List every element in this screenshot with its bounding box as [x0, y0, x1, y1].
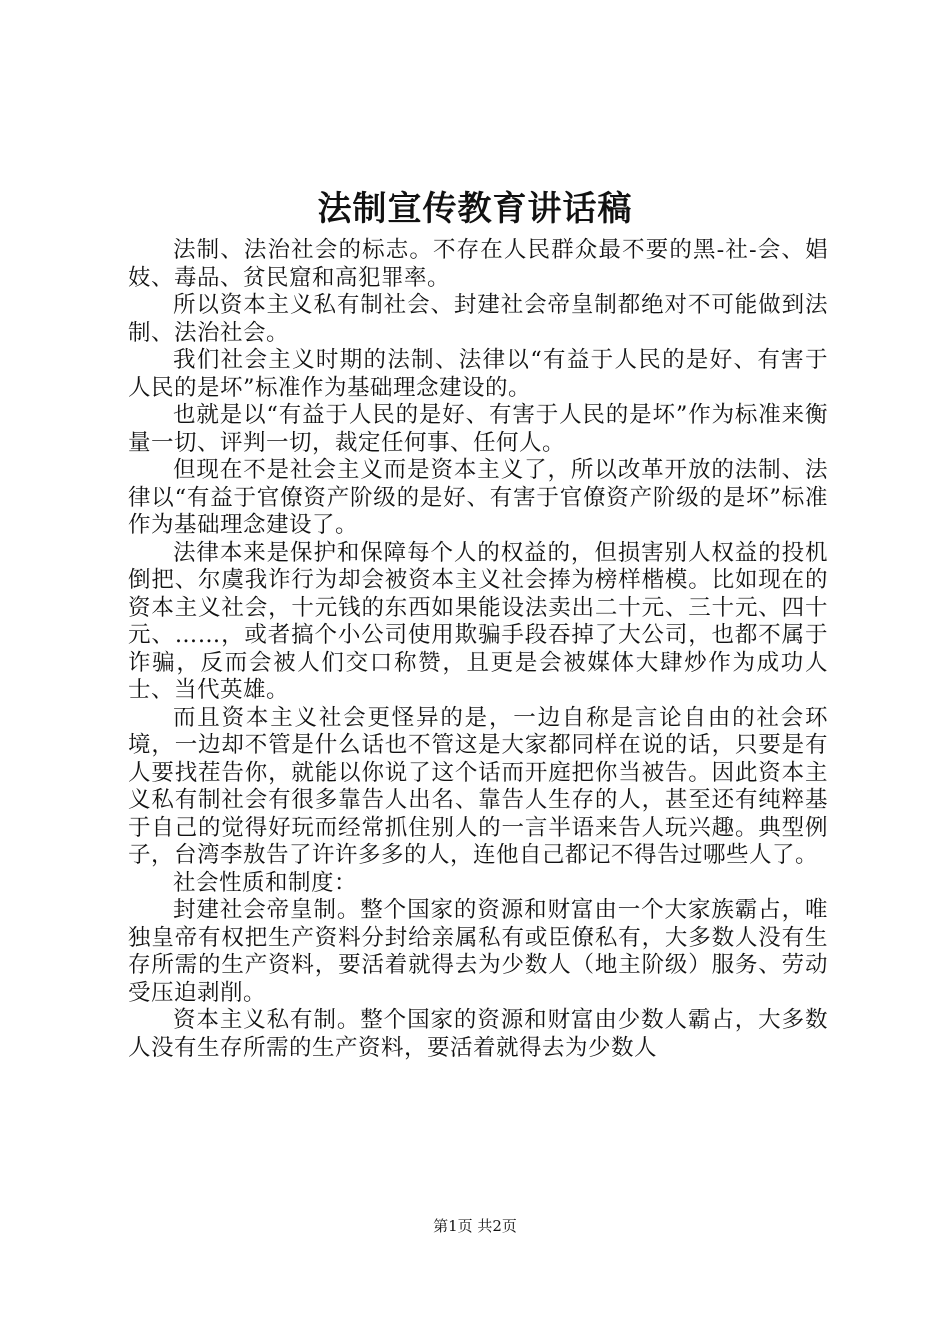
paragraph: 资本主义私有制。整个国家的资源和财富由少数人霸占，大多数人没有生存所需的生产资料，要活着就得去为少数人 [128, 1007, 828, 1061]
document-title: 法制宣传教育讲话稿 [317, 189, 633, 229]
paragraph: 所以资本主义私有制社会、封建社会帝皇制都绝对不可能做到法制、法治社会。 [128, 292, 828, 346]
paragraph: 我们社会主义时期的法制、法律以“有益于人民的是好、有害于人民的是坏”标准作为基础理念建设的。 [128, 347, 828, 401]
document-body [128, 237, 828, 1062]
paragraph: 法律本来是保护和保障每个人的权益的，但损害别人权益的投机倒把、尔虞我诈行为却会被资本主义社会捧为榜样楷模。比如现在的资本主义社会，十元钱的东西如果能设法卖出二十元、三十元、四十元、……，或者搞个小公司使用欺骗手段吞掉了大公司，也都不属于诈骗，反而会被人们交口称赞，且更是会被媒体大肆炒作为成功人士、当代英雄。 [128, 539, 828, 703]
paragraph: 而且资本主义社会更怪异的是，一边自称是言论自由的社会环境，一边却不管是什么话也不管这是大家都同样在说的话，只要是有人要找茬告你，就能以你说了这个话而开庭把你当被告。因此资本主义私有制社会有很多靠告人出名、靠告人生存的人，甚至还有纯粹基于自己的觉得好玩而经常抓住别人的一言半语来告人玩兴趣。典型例子，台湾李敖告了许许多多的人，连他自己都记不得告过哪些人了。 [128, 704, 828, 868]
paragraph: 封建社会帝皇制。整个国家的资源和财富由一个大家族霸占，唯独皇帝有权把生产资料分封给亲属私有或臣僚私有，大多数人没有生存所需的生产资料，要活着就得去为少数人（地主阶级）服务、劳动受压迫剥削。 [128, 897, 828, 1006]
section-heading: 社会性质和制度： [173, 869, 358, 896]
paragraph: 法制、法治社会的标志。不存在人民群众最不要的黑-社-会、娼妓、毒品、贫民窟和高犯罪率。 [128, 237, 828, 291]
paragraph: 也就是以“有益于人民的是好、有害于人民的是坏”作为标准来衡量一切、评判一切，裁定任何事、任何人。 [128, 402, 828, 456]
page-number-footer: 第1页 共2页 [433, 1217, 517, 1235]
paragraph: 但现在不是社会主义而是资本主义了，所以改革开放的法制、法律以“有益于官僚资产阶级的是好、有害于官僚资产阶级的是坏”标准作为基础理念建设了。 [128, 457, 828, 538]
